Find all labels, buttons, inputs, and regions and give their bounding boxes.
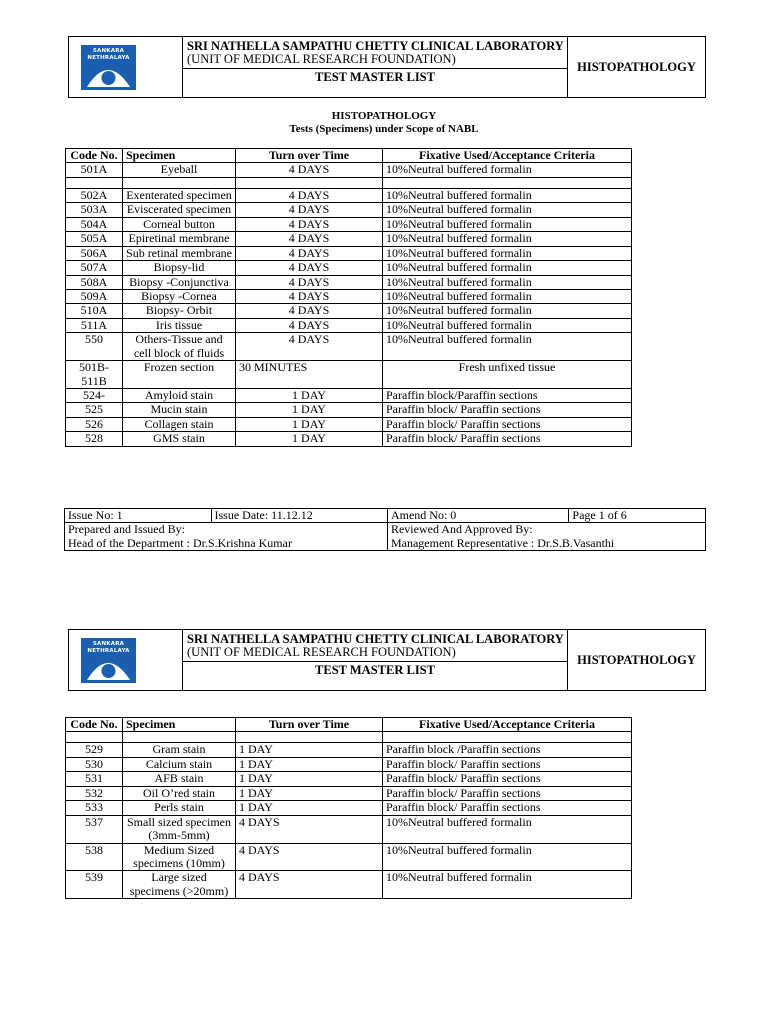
code-cell: 504A [66,217,123,231]
fixative-cell: Paraffin block /Paraffin sections [383,743,632,757]
specimen-cell: Oil O’red stain [123,786,236,800]
specimen-cell: Eyeball [123,163,236,177]
fixative-cell: 10%Neutral buffered formalin [383,275,632,289]
section-title: HISTOPATHOLOGY [331,110,437,122]
specimen-cell: Biopsy -Cornea [123,289,236,303]
specimen-cell [123,732,236,743]
specimen-cell: Amyloid stain [123,389,236,403]
specimen-cell [123,177,236,188]
specimen-cell: Epiretinal membrane [123,232,236,246]
fixative-cell: 10%Neutral buffered formalin [383,203,632,217]
issue-date: Issue Date: 11.12.12 [211,509,387,523]
code-cell: 539 [66,871,123,899]
specimen-cell: Collagen stain [123,417,236,431]
code-cell: 510A [66,304,123,318]
prepared-block [65,523,388,551]
turnover-cell: 4 DAYS [236,815,383,843]
code-cell [66,177,123,188]
reviewed-block [387,523,705,551]
eye-emblem-icon [81,45,136,90]
table-header-row [66,718,632,732]
department-label: HISTOPATHOLOGY [577,60,696,74]
code-cell: 525 [66,403,123,417]
doc-title: TEST MASTER LIST [315,663,435,677]
lab-unit: (UNIT OF MEDICAL RESEARCH FOUNDATION) [187,52,456,66]
turnover-cell [236,177,383,188]
fixative-cell: 10%Neutral buffered formalin [383,815,632,843]
table-row [66,772,632,786]
table-row [66,333,632,361]
fixative-cell: 10%Neutral buffered formalin [383,318,632,332]
turnover-cell: 4 DAYS [236,333,383,361]
fixative-cell: 10%Neutral buffered formalin [383,217,632,231]
reviewed-name: Management Representative : Dr.S.B.Vasanthi [390,535,615,550]
specimen-cell: Biopsy-lid [123,261,236,275]
specimen-cell: Small sized specimen (3mm-5mm) [123,815,236,843]
code-cell: 508A [66,275,123,289]
turnover-cell: 4 DAYS [236,246,383,260]
page-number: Page 1 of 6 [569,509,706,523]
fixative-cell: Fresh unfixed tissue [383,361,632,389]
table-header-row [66,149,632,163]
eye-emblem-icon [81,638,136,683]
col-code-header: Code No. [66,149,123,163]
turnover-cell: 4 DAYS [236,163,383,177]
test-table-2 [65,717,632,899]
table-row [66,163,632,177]
turnover-cell: 30 MINUTES [236,361,383,389]
table-row [66,275,632,289]
code-cell: 532 [66,786,123,800]
turnover-cell: 1 DAY [236,417,383,431]
specimen-cell: Exenterated specimen [123,188,236,202]
col-specimen-header: Specimen [123,718,236,732]
turnover-cell: 4 DAYS [236,304,383,318]
specimen-cell: Medium Sized specimens (10mm) [123,843,236,871]
logo-cell [69,37,183,97]
turnover-cell: 4 DAYS [236,188,383,202]
lab-name: SRI NATHELLA SAMPATHU CHETTY CLINICAL LABORATORY [187,632,564,646]
turnover-cell: 1 DAY [236,801,383,815]
issue-info-table [64,508,706,551]
specimen-cell: Large sized specimens (>20mm) [123,871,236,899]
header-divider [183,68,567,69]
prepared-label: Prepared and Issued By: [68,522,185,537]
fixative-cell: 10%Neutral buffered formalin [383,232,632,246]
code-cell: 509A [66,289,123,303]
table-row [66,188,632,202]
turnover-cell: 4 DAYS [236,203,383,217]
specimen-cell: Others-Tissue and cell block of fluids [123,333,236,361]
prepared-name: Head of the Department : Dr.S.Krishna Kumar [68,535,292,550]
department-label: HISTOPATHOLOGY [577,653,696,667]
fixative-cell: 10%Neutral buffered formalin [383,843,632,871]
approval-row [65,523,706,551]
code-cell: 511A [66,318,123,332]
specimen-cell: Calcium stain [123,757,236,771]
table-row [66,757,632,771]
table-row [66,232,632,246]
fixative-cell: Paraffin block/Paraffin sections [383,389,632,403]
turnover-cell: 4 DAYS [236,275,383,289]
sankara-nethralaya-logo [81,638,136,683]
col-code-header: Code No. [66,718,123,732]
table-row [66,403,632,417]
code-cell: 550 [66,333,123,361]
logo-cell [69,630,183,690]
lab-name: SRI NATHELLA SAMPATHU CHETTY CLINICAL LABORATORY [187,39,564,53]
test-table-1 [65,148,632,447]
logo-text-1: SANKARA [92,641,125,647]
table-row [66,732,632,743]
fixative-cell: Paraffin block/ Paraffin sections [383,786,632,800]
code-cell [66,732,123,743]
specimen-cell: Iris tissue [123,318,236,332]
table-row [66,417,632,431]
col-tat-header: Turn over Time [236,149,383,163]
code-cell: 501B-511B [66,361,123,389]
code-cell: 531 [66,772,123,786]
fixative-cell: Paraffin block/ Paraffin sections [383,757,632,771]
fixative-cell: 10%Neutral buffered formalin [383,163,632,177]
table-row [66,432,632,446]
turnover-cell: 1 DAY [236,389,383,403]
turnover-cell: 1 DAY [236,786,383,800]
specimen-cell: Sub retinal membrane [123,246,236,260]
header-title-block [183,37,568,97]
specimen-cell: AFB stain [123,772,236,786]
issue-no: Issue No: 1 [65,509,212,523]
logo-text-1: SANKARA [92,48,125,54]
col-tat-header: Turn over Time [236,718,383,732]
specimen-cell: Perls stain [123,801,236,815]
turnover-cell: 4 DAYS [236,217,383,231]
table-row [66,871,632,899]
table-row [66,203,632,217]
fixative-cell: 10%Neutral buffered formalin [383,871,632,899]
code-cell: 533 [66,801,123,815]
code-cell: 506A [66,246,123,260]
reviewed-label: Reviewed And Approved By: [390,522,533,537]
turnover-cell: 1 DAY [236,432,383,446]
fixative-cell [383,732,632,743]
specimen-cell: Biopsy- Orbit [123,304,236,318]
table-row [66,361,632,389]
code-cell: 503A [66,203,123,217]
col-fixative-header: Fixative Used/Acceptance Criteria [383,149,632,163]
turnover-cell: 4 DAYS [236,871,383,899]
turnover-cell [236,732,383,743]
turnover-cell: 1 DAY [236,403,383,417]
fixative-cell: 10%Neutral buffered formalin [383,261,632,275]
header-title-block [183,630,568,690]
specimen-cell: Biopsy -Conjunctiva [123,275,236,289]
code-cell: 526 [66,417,123,431]
col-specimen-header: Specimen [123,149,236,163]
page2-header [68,629,706,691]
table-row [66,177,632,188]
specimen-cell: Frozen section [123,361,236,389]
code-cell: 530 [66,757,123,771]
fixative-cell: 10%Neutral buffered formalin [383,246,632,260]
logo-text-2: NETHRALAYA [87,55,130,61]
table-row [66,815,632,843]
fixative-cell: Paraffin block/ Paraffin sections [383,403,632,417]
table-row [66,261,632,275]
lab-unit: (UNIT OF MEDICAL RESEARCH FOUNDATION) [187,645,456,659]
code-cell: 501A [66,163,123,177]
fixative-cell: 10%Neutral buffered formalin [383,188,632,202]
page1-header [68,36,706,98]
turnover-cell: 1 DAY [236,757,383,771]
table-row [66,389,632,403]
code-cell: 529 [66,743,123,757]
table-row [66,786,632,800]
table-row [66,217,632,231]
fixative-cell: Paraffin block/ Paraffin sections [383,772,632,786]
code-cell: 538 [66,843,123,871]
turnover-cell: 1 DAY [236,743,383,757]
fixative-cell [383,177,632,188]
table-row [66,289,632,303]
fixative-cell: 10%Neutral buffered formalin [383,333,632,361]
specimen-cell: Eviscerated specimen [123,203,236,217]
turnover-cell: 4 DAYS [236,232,383,246]
issue-row [65,509,706,523]
table-row [66,304,632,318]
specimen-cell: Corneal button [123,217,236,231]
code-cell: 502A [66,188,123,202]
sankara-nethralaya-logo [81,45,136,90]
turnover-cell: 4 DAYS [236,843,383,871]
fixative-cell: 10%Neutral buffered formalin [383,304,632,318]
table-row [66,843,632,871]
code-cell: 537 [66,815,123,843]
fixative-cell: 10%Neutral buffered formalin [383,289,632,303]
amend-no: Amend No: 0 [387,509,568,523]
code-cell: 528 [66,432,123,446]
code-cell: 507A [66,261,123,275]
section-subtitle: Tests (Specimens) under Scope of NABL [289,123,479,135]
fixative-cell: Paraffin block/ Paraffin sections [383,801,632,815]
code-cell: 505A [66,232,123,246]
logo-text-2: NETHRALAYA [87,648,130,654]
table-row [66,318,632,332]
table-row [66,743,632,757]
table-row [66,801,632,815]
fixative-cell: Paraffin block/ Paraffin sections [383,432,632,446]
col-fixative-header: Fixative Used/Acceptance Criteria [383,718,632,732]
code-cell: 524- [66,389,123,403]
specimen-cell: Gram stain [123,743,236,757]
specimen-cell: GMS stain [123,432,236,446]
turnover-cell: 4 DAYS [236,261,383,275]
specimen-cell: Mucin stain [123,403,236,417]
table-row [66,246,632,260]
doc-title: TEST MASTER LIST [315,70,435,84]
turnover-cell: 1 DAY [236,772,383,786]
fixative-cell: Paraffin block/ Paraffin sections [383,417,632,431]
turnover-cell: 4 DAYS [236,289,383,303]
header-divider [183,661,567,662]
turnover-cell: 4 DAYS [236,318,383,332]
